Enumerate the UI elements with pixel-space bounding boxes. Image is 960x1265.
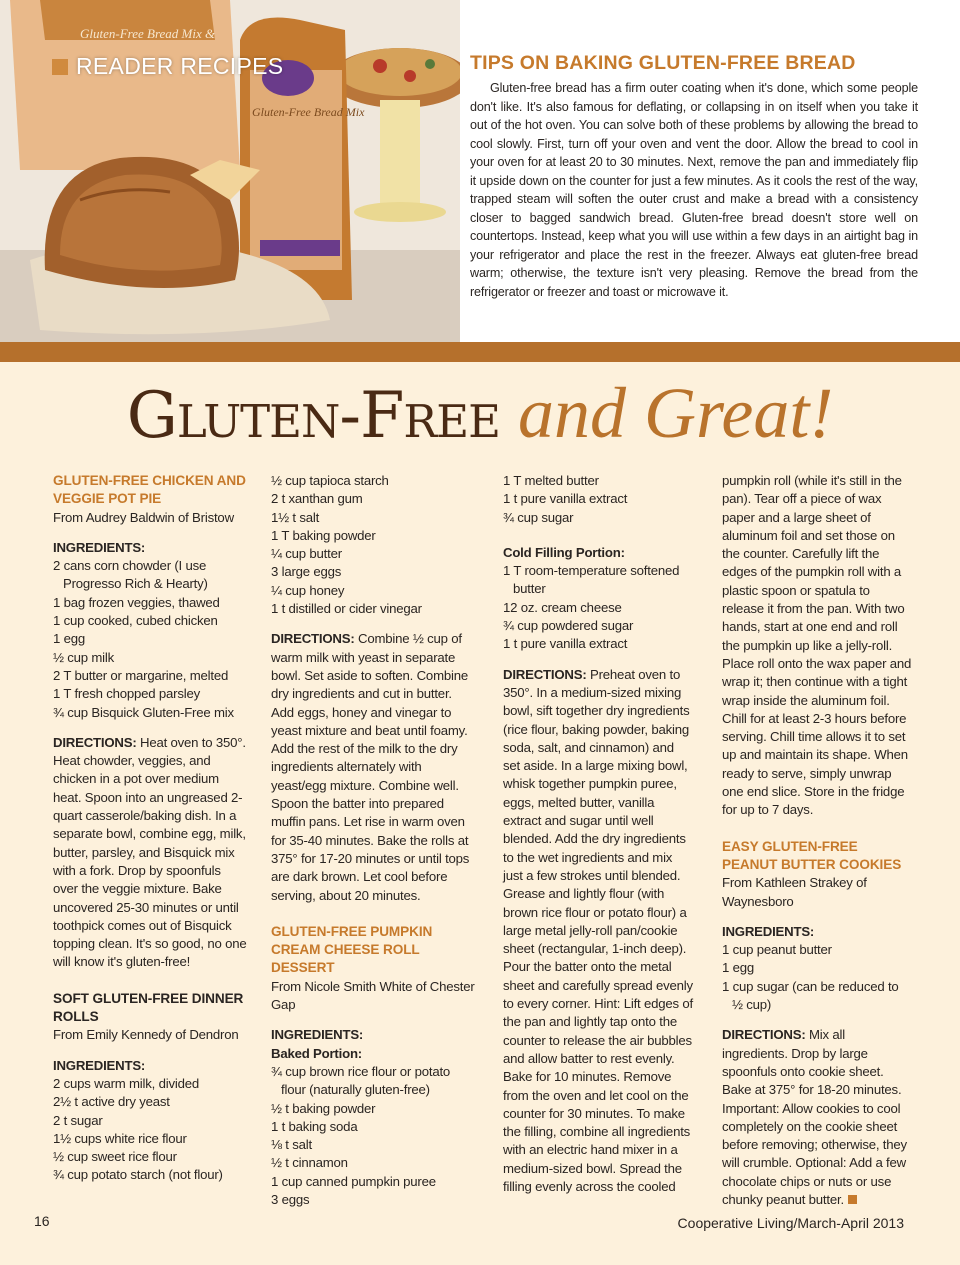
ingredient-item: 3 eggs	[271, 1191, 310, 1207]
baked-portion-heading: Baked Portion:	[271, 1045, 362, 1061]
directions-text: Mix all ingredients. Drop by large spoonfuls onto cookie sheet. Bake at 375° for 18-20 minutes. Important: Allow cookies to cool completely on the cookie sheet before removing; otherwise, they will crumble. Optional: Add a few chocolate chips or nuts or use chunky peanut butter.	[722, 1027, 907, 1207]
publication-footer: Cooperative Living/March-April 2013	[677, 1215, 904, 1231]
recipe-directions	[503, 666, 693, 1197]
directions-text: Heat oven to 350°. Heat chowder, veggies, and chicken in a pot over medium heat. Spoon into an ungreased 2-quart casserole/baking dish. In a separate bowl, combine egg, milk, butter, parsley, and Bisquick mix with a fork. Drop by spoonfuls over the veggie mixture. Bake uncovered 25-30 minutes or until toothpick comes out of Bisquick topping clean. It's so good, no one will know it's gluten-free!	[53, 734, 247, 970]
recipe-directions	[53, 734, 249, 972]
bag-front-label: Gluten-Free Bread Mix	[252, 105, 365, 119]
recipe-author: From Kathleen Strakey of Waynesboro	[722, 875, 867, 909]
ingredient-item: ½ cup sweet rice flour	[53, 1149, 177, 1165]
ingredient-item: ¾ cup sugar	[503, 509, 574, 525]
square-bullet-icon	[52, 59, 68, 75]
page-headline	[0, 372, 960, 455]
ingredient-item: 2 cups warm milk, divided	[53, 1075, 199, 1091]
headline-part2: and Great!	[518, 373, 834, 453]
ingredient-item: ¾ cup powdered sugar	[503, 618, 634, 634]
ingredient-item: 1 cup peanut butter	[722, 942, 832, 958]
ingredient-item: 1 T room-temperature softened butter	[503, 563, 680, 597]
ingredient-item: 1½ t salt	[271, 509, 320, 525]
directions-label: DIRECTIONS:	[722, 1027, 806, 1043]
ingredient-item: 1 t distilled or cider vinegar	[271, 601, 422, 617]
ingredient-item: ¼ cup butter	[271, 546, 342, 562]
ingredient-item: 1 t pure vanilla extract	[503, 491, 628, 507]
ingredient-item: ¼ cup honey	[271, 582, 345, 598]
ingredient-item: 12 oz. cream cheese	[503, 599, 622, 615]
bag-back-label: Gluten-Free Bread Mix &	[80, 26, 216, 41]
reader-recipes-tag	[52, 53, 283, 80]
ingredient-item: 1 t baking soda	[271, 1118, 358, 1134]
directions-label: DIRECTIONS:	[271, 631, 355, 647]
ingredient-item: 3 large eggs	[271, 564, 342, 580]
ingredient-item: ½ t cinnamon	[271, 1155, 348, 1171]
end-square-icon	[848, 1195, 857, 1204]
recipe-title: SOFT GLUTEN-FREE DINNER ROLLS	[53, 990, 244, 1025]
ingredient-item: 1 cup sugar (can be reduced to ½ cup)	[722, 978, 899, 1013]
page-number: 16	[34, 1213, 50, 1229]
ingredient-item: 2 T butter or margarine, melted	[53, 667, 229, 683]
ingredient-item: 1 cup canned pumpkin puree	[271, 1173, 436, 1189]
column-1	[53, 472, 249, 1185]
ingredient-item: ½ t baking powder	[271, 1100, 376, 1116]
tips-body: Gluten-free bread has a firm outer coating when it's done, which some people don't like. It's also famous for deflating, or collapsing in on itself when you take it out of the hot oven. You can solve both of these problems by allowing the bread to cool slowly. First, turn off your oven and vent the door. Allow the bread to cool in your oven for at least 20 to 30 minutes. Next, remove the pan and immediately flip it upside down on the counter for just a few minutes. As it cools the rest of the way, trapped steam will soften the outer crust and make a bread with a consistency closer to bagged sandwich bread. Gluten-free bread doesn't store well on countertops. Instead, keep what you will use within a few days in an airtight bag in your refrigerator and place the rest in the freezer. Always eat gluten-free bread warm; otherwise, the texture isn't very pleasing. Remove the bread from the refrigerator or freezer and toast or microwave it.	[470, 81, 918, 299]
directions-text: Preheat oven to 350°. In a medium-sized mixing bowl, sift together dry ingredients (rice flour, baking powder, baking soda, salt, and cinnamon) and set aside. In a large mixing bowl, whisk together pumpkin puree, eggs, melted butter, vanilla extract and sugar until well blended. Add the dry ingredients to the wet ingredients and mix just a few strokes until blended. Grease and lightly flour (with brown rice flour or potato flour) a large metal jelly-roll pan/cookie sheet (rectangular, 1-inch deep). Pour the batter onto the metal sheet and carefully spread evenly to every corner. Hint: Lift edges of the pan and lightly tap onto the counter to release the air bubbles and allow batter to rest evenly. Bake for 10 minutes. Remove from the oven and let cool on the counter for 30 minutes. To make the filling, combine all ingredients with an electric hand mixer in a medium-sized bowl. Spread the filling evenly across the cooled	[503, 666, 693, 1194]
ingredient-item: 2½ t active dry yeast	[53, 1094, 170, 1110]
ingredient-item: ¾ cup brown rice flour or potato flour (naturally gluten-free)	[271, 1063, 451, 1098]
recipe-title: GLUTEN-FREE CHICKEN AND VEGGIE POT PIE	[53, 473, 246, 507]
ingredient-item: 1 bag frozen veggies, thawed	[53, 594, 220, 610]
column-4	[722, 472, 912, 1209]
tips-sidebar	[470, 52, 918, 301]
headline-part1: Gluten-Free	[126, 379, 501, 453]
ingredient-item: 2 t xanthan gum	[271, 491, 363, 507]
ingredient-item: ½ cup milk	[53, 649, 115, 665]
recipe-author: From Audrey Baldwin of Bristow	[53, 509, 234, 525]
ingredient-item: 1 T baking powder	[271, 527, 376, 543]
ingredients-heading: INGREDIENTS:	[53, 1057, 146, 1073]
ingredient-item: 1 T melted butter	[503, 473, 599, 488]
top-section	[0, 0, 960, 342]
bread-mix-illustration	[0, 0, 460, 342]
recipe-author: From Emily Kennedy of Dendron	[53, 1027, 239, 1043]
divider-band	[0, 342, 960, 362]
ingredients-heading: INGREDIENTS:	[53, 539, 146, 555]
cold-filling-heading: Cold Filling Portion:	[503, 544, 625, 560]
ingredient-item: 2 t sugar	[53, 1112, 103, 1128]
tips-title: TIPS ON BAKING GLUTEN-FREE BREAD	[470, 52, 856, 74]
recipe-title: EASY GLUTEN-FREE PEANUT BUTTER COOKIES	[722, 838, 902, 872]
ingredient-item: 2 cans corn chowder (I use Progresso Rich & Hearty)	[53, 558, 208, 592]
bread-photo	[0, 0, 460, 342]
recipe-directions	[722, 1026, 912, 1209]
ingredient-item: 1 T fresh chopped parsley	[53, 686, 200, 702]
column-3	[503, 472, 693, 1196]
ingredient-item: 1 cup cooked, cubed chicken	[53, 613, 218, 629]
ingredients-heading: INGREDIENTS:	[722, 923, 815, 939]
ingredient-item: 1 egg	[53, 631, 86, 647]
ingredient-item: 1 t pure vanilla extract	[503, 636, 628, 652]
ingredient-item: ⅛ t salt	[271, 1137, 312, 1153]
recipe-title: GLUTEN-FREE PUMPKIN CREAM CHEESE ROLL DESSERT	[271, 923, 433, 976]
reader-recipes-label: READER RECIPES	[76, 53, 284, 79]
ingredient-item: ¾ cup potato starch (not flour)	[53, 1167, 223, 1183]
column-2	[271, 472, 476, 1209]
directions-label: DIRECTIONS:	[503, 666, 587, 682]
ingredients-heading: INGREDIENTS:	[271, 1027, 364, 1043]
recipe-author: From Nicole Smith White of Chester Gap	[271, 978, 475, 1013]
directions-continued: pumpkin roll (while it's still in the pan). Tear off a piece of wax paper and a large sheet of aluminum foil and set those on the counter. Carefully lift the edges of the pumpkin roll with a plastic spoon or spatula to release it from the pan. With two hands, start at one end and roll the pumpkin up like a jelly-roll. Place roll onto the wax paper and wrap it; then continue with a tight wrap inside the aluminum foil. Chill for at least 2-3 hours before serving. Chill time allows it to set up and maintain its shape. When ready to serve, simply unwrap one end slice. Store in the fridge for up to 7 days.	[722, 473, 912, 818]
recipe-directions	[271, 630, 476, 904]
directions-label: DIRECTIONS:	[53, 734, 137, 750]
ingredient-item: 1 egg	[722, 960, 755, 976]
ingredient-item: ¾ cup Bisquick Gluten-Free mix	[53, 704, 234, 720]
directions-text: Combine ½ cup of warm milk with yeast in separate bowl. Set aside to soften. Combine dry ingredients and cut in butter. Add eggs, honey and vinegar to yeast mixture and beat until foamy. Add the rest of the milk to the dry ingredients alternately with yeast/egg mixture. Combine well. Spoon the batter into prepared muffin pans. Let rise in warm oven for 35-40 minutes. Bake the rolls at 375° for 17-20 minutes or until tops are dark brown. Let cool before serving, about 20 minutes.	[271, 631, 470, 903]
ingredient-item: 1½ cups white rice flour	[53, 1130, 187, 1146]
ingredient-item: ½ cup tapioca starch	[271, 473, 389, 488]
